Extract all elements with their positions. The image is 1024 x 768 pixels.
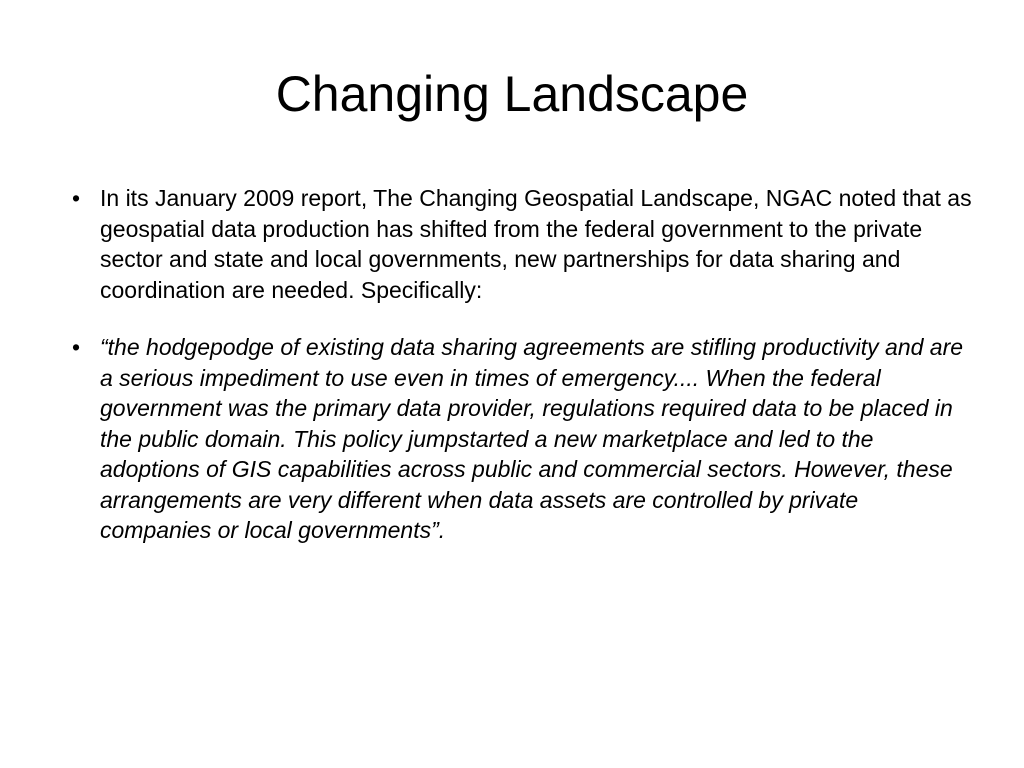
bullet-item-quote (72, 332, 972, 546)
bullet-item (72, 183, 972, 305)
slide-title: Changing Landscape (275, 66, 749, 122)
bullet-text: In its January 2009 report, The Changing Geospatial Landscape, NGAC noted that as geospatial data production has shifted from the federal government to the private sector and state and local governments, new partnerships for data sharing and coordination are needed. Specifically: (100, 185, 972, 303)
bullet-marker: • (72, 185, 81, 211)
bullet-marker: • (72, 334, 81, 360)
bullet-quote-text: “the hodgepodge of existing data sharing agreements are stifling productivity and are a serious impediment to use even in times of emergency.... When the federal government was the primary data provider, regulations required data to be placed in the public domain. This policy jumpstarted a new marketplace and led to the adoptions of GIS capabilities across public and commercial sectors. However, these arrangements are very different when data assets are controlled by private companies or local governments”. (100, 334, 964, 543)
bullet-list (72, 183, 972, 573)
